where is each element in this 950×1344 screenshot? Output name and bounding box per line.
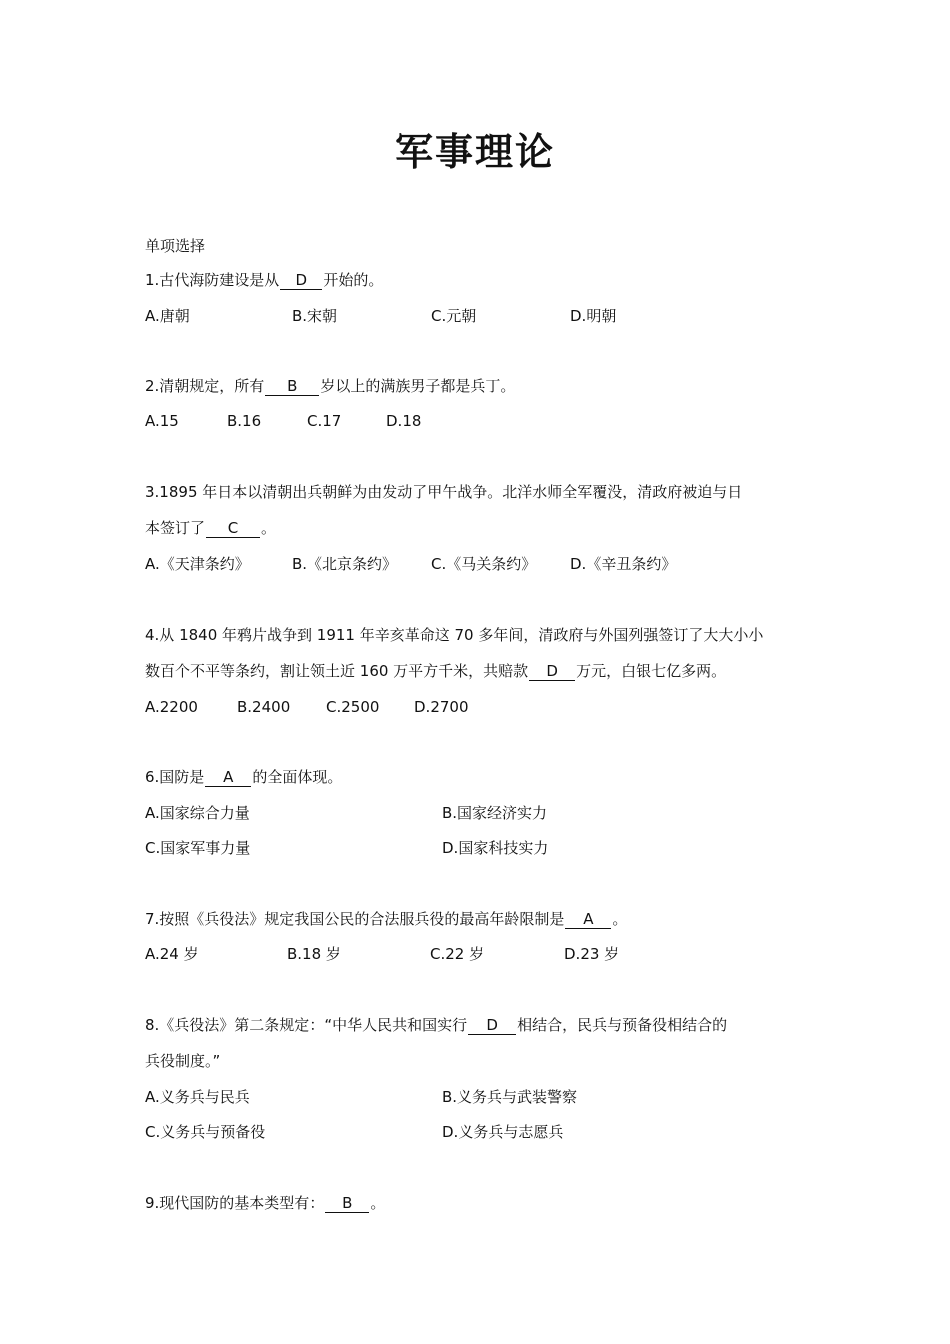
question-text: 。 bbox=[261, 519, 277, 537]
option-b: B.18 岁 bbox=[287, 945, 341, 963]
question-8-cont: 兵役制度。” bbox=[145, 1052, 221, 1070]
question-4-cont bbox=[145, 660, 815, 682]
question-3: 3.1895 年日本以清朝出兵朝鲜为由发动了甲午战争。北洋水师全军覆没，清政府被迫与日 bbox=[145, 483, 743, 501]
question-6 bbox=[145, 766, 815, 788]
answer-blank: B bbox=[265, 377, 319, 396]
option-a: A.24 岁 bbox=[145, 945, 199, 963]
question-1 bbox=[145, 269, 815, 291]
option-d: D.明朝 bbox=[570, 307, 617, 325]
question-text: 岁以上的满族男子都是兵丁。 bbox=[320, 377, 516, 395]
option-d: D.23 岁 bbox=[564, 945, 620, 963]
question-text: 相结合，民兵与预备役相结合的 bbox=[517, 1016, 728, 1034]
option-d: D.18 bbox=[386, 412, 422, 430]
option-a: A.国家综合力量 bbox=[145, 804, 250, 822]
options-row bbox=[145, 410, 815, 432]
option-b: B.2400 bbox=[237, 698, 291, 716]
options-row bbox=[145, 696, 815, 718]
question-text: 数百个不平等条约，割让领土近 160 万平方千米，共赔款 bbox=[145, 662, 529, 680]
options-row bbox=[145, 802, 815, 824]
option-d: D.义务兵与志愿兵 bbox=[442, 1123, 564, 1141]
option-d: D.《辛丑条约》 bbox=[570, 555, 677, 573]
option-a: A.唐朝 bbox=[145, 307, 190, 325]
question-2 bbox=[145, 375, 815, 397]
options-row bbox=[145, 305, 815, 327]
question-8 bbox=[145, 1014, 815, 1036]
answer-blank: D bbox=[280, 271, 322, 290]
option-d: D.国家科技实力 bbox=[442, 839, 549, 857]
question-text: 9.现代国防的基本类型有： bbox=[145, 1194, 325, 1212]
question-text: 开始的。 bbox=[323, 271, 384, 289]
question-text: 2.清朝规定，所有 bbox=[145, 377, 265, 395]
option-b: B.义务兵与武装警察 bbox=[442, 1088, 578, 1106]
question-text: 本签订了 bbox=[145, 519, 206, 537]
question-9 bbox=[145, 1192, 815, 1214]
question-text: 8.《兵役法》第二条规定：“中华人民共和国实行 bbox=[145, 1016, 468, 1034]
question-text: 万元，白银七亿多两。 bbox=[576, 662, 727, 680]
option-c: C.《马关条约》 bbox=[431, 555, 537, 573]
option-b: B.国家经济实力 bbox=[442, 804, 548, 822]
question-text: 的全面体现。 bbox=[252, 768, 343, 786]
section-heading: 单项选择 bbox=[145, 237, 206, 255]
options-row bbox=[145, 1086, 815, 1108]
option-c: C.元朝 bbox=[431, 307, 477, 325]
option-a: A.2200 bbox=[145, 698, 198, 716]
question-text: 6.国防是 bbox=[145, 768, 205, 786]
option-c: C.义务兵与预备役 bbox=[145, 1123, 266, 1141]
option-b: B.《北京条约》 bbox=[292, 555, 398, 573]
answer-blank: C bbox=[206, 519, 260, 538]
question-3-cont bbox=[145, 517, 815, 539]
answer-blank: B bbox=[325, 1194, 369, 1213]
option-d: D.2700 bbox=[414, 698, 469, 716]
question-7 bbox=[145, 908, 815, 930]
answer-blank: A bbox=[205, 768, 251, 787]
answer-blank: D bbox=[468, 1016, 516, 1035]
options-row bbox=[145, 553, 815, 575]
question-text: 1.古代海防建设是从 bbox=[145, 271, 280, 289]
option-b: B.宋朝 bbox=[292, 307, 338, 325]
option-c: C.国家军事力量 bbox=[145, 839, 251, 857]
document-title: 军事理论 bbox=[394, 130, 555, 174]
option-a: A.15 bbox=[145, 412, 179, 430]
option-a: A.《天津条约》 bbox=[145, 555, 250, 573]
options-row bbox=[145, 837, 815, 859]
option-a: A.义务兵与民兵 bbox=[145, 1088, 250, 1106]
answer-blank: D bbox=[529, 662, 575, 681]
option-c: C.2500 bbox=[326, 698, 380, 716]
option-c: C.22 岁 bbox=[430, 945, 485, 963]
question-text: 。 bbox=[612, 910, 628, 928]
option-b: B.16 bbox=[227, 412, 262, 430]
options-row bbox=[145, 1121, 815, 1143]
question-text: 。 bbox=[370, 1194, 386, 1212]
question-text: 7.按照《兵役法》规定我国公民的合法服兵役的最高年龄限制是 bbox=[145, 910, 565, 928]
options-row bbox=[145, 943, 815, 965]
answer-blank: A bbox=[565, 910, 611, 929]
option-c: C.17 bbox=[307, 412, 342, 430]
question-4: 4.从 1840 年鸦片战争到 1911 年辛亥革命这 70 多年间，清政府与外国列强签订了大大小小 bbox=[145, 626, 764, 644]
